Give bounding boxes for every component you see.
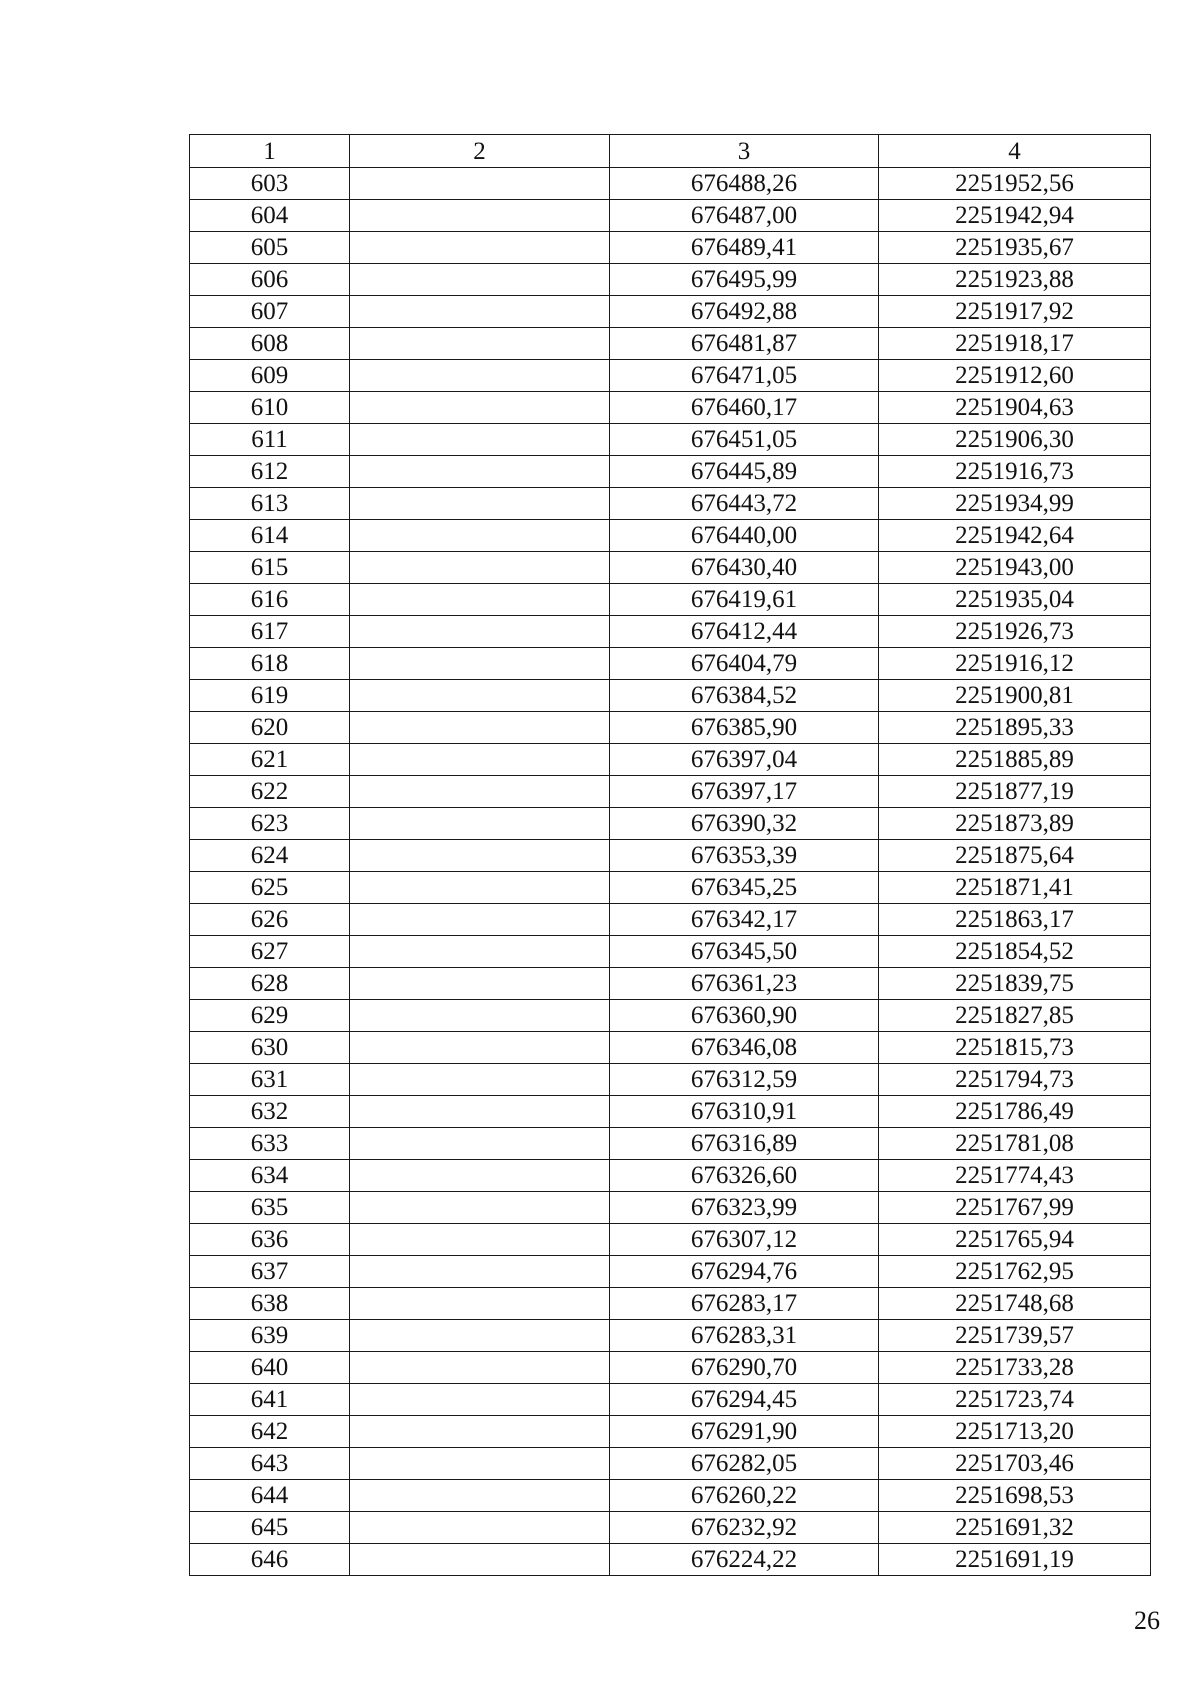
table-row xyxy=(190,168,1151,200)
table-row xyxy=(190,1128,1151,1160)
point-number-cell: 622 xyxy=(190,776,350,808)
table-row xyxy=(190,1224,1151,1256)
empty-cell xyxy=(350,1000,610,1032)
y-coordinate-cell: 2251854,52 xyxy=(879,936,1151,968)
point-number-cell: 625 xyxy=(190,872,350,904)
x-coordinate-cell: 676283,31 xyxy=(610,1320,879,1352)
point-number-cell: 611 xyxy=(190,424,350,456)
empty-cell xyxy=(350,520,610,552)
x-coordinate-cell: 676404,79 xyxy=(610,648,879,680)
header-cell-4: 4 xyxy=(879,135,1151,168)
empty-cell xyxy=(350,552,610,584)
table-row xyxy=(190,1288,1151,1320)
x-coordinate-cell: 676282,05 xyxy=(610,1448,879,1480)
x-coordinate-cell: 676384,52 xyxy=(610,680,879,712)
table-row xyxy=(190,1544,1151,1576)
table-row xyxy=(190,200,1151,232)
point-number-cell: 613 xyxy=(190,488,350,520)
y-coordinate-cell: 2251827,85 xyxy=(879,1000,1151,1032)
point-number-cell: 637 xyxy=(190,1256,350,1288)
x-coordinate-cell: 676316,89 xyxy=(610,1128,879,1160)
empty-cell xyxy=(350,680,610,712)
empty-cell xyxy=(350,872,610,904)
table-row xyxy=(190,1512,1151,1544)
empty-cell xyxy=(350,296,610,328)
table-row xyxy=(190,296,1151,328)
y-coordinate-cell: 2251794,73 xyxy=(879,1064,1151,1096)
empty-cell xyxy=(350,232,610,264)
table-row xyxy=(190,520,1151,552)
x-coordinate-cell: 676353,39 xyxy=(610,840,879,872)
table-row xyxy=(190,808,1151,840)
table-row xyxy=(190,456,1151,488)
y-coordinate-cell: 2251935,67 xyxy=(879,232,1151,264)
point-number-cell: 604 xyxy=(190,200,350,232)
y-coordinate-cell: 2251885,89 xyxy=(879,744,1151,776)
table-row xyxy=(190,648,1151,680)
empty-cell xyxy=(350,1480,610,1512)
y-coordinate-cell: 2251871,41 xyxy=(879,872,1151,904)
point-number-cell: 616 xyxy=(190,584,350,616)
y-coordinate-cell: 2251935,04 xyxy=(879,584,1151,616)
table-row xyxy=(190,1096,1151,1128)
point-number-cell: 623 xyxy=(190,808,350,840)
point-number-cell: 642 xyxy=(190,1416,350,1448)
point-number-cell: 619 xyxy=(190,680,350,712)
x-coordinate-cell: 676294,45 xyxy=(610,1384,879,1416)
empty-cell xyxy=(350,840,610,872)
empty-cell xyxy=(350,1096,610,1128)
empty-cell xyxy=(350,904,610,936)
x-coordinate-cell: 676489,41 xyxy=(610,232,879,264)
y-coordinate-cell: 2251906,30 xyxy=(879,424,1151,456)
point-number-cell: 609 xyxy=(190,360,350,392)
point-number-cell: 632 xyxy=(190,1096,350,1128)
y-coordinate-cell: 2251765,94 xyxy=(879,1224,1151,1256)
x-coordinate-cell: 676291,90 xyxy=(610,1416,879,1448)
y-coordinate-cell: 2251691,19 xyxy=(879,1544,1151,1576)
point-number-cell: 644 xyxy=(190,1480,350,1512)
table-row xyxy=(190,488,1151,520)
point-number-cell: 634 xyxy=(190,1160,350,1192)
y-coordinate-cell: 2251943,00 xyxy=(879,552,1151,584)
empty-cell xyxy=(350,264,610,296)
point-number-cell: 617 xyxy=(190,616,350,648)
table-row xyxy=(190,1000,1151,1032)
x-coordinate-cell: 676445,89 xyxy=(610,456,879,488)
empty-cell xyxy=(350,1320,610,1352)
y-coordinate-cell: 2251917,92 xyxy=(879,296,1151,328)
empty-cell xyxy=(350,808,610,840)
table-row xyxy=(190,552,1151,584)
empty-cell xyxy=(350,1512,610,1544)
table-row xyxy=(190,360,1151,392)
empty-cell xyxy=(350,488,610,520)
header-cell-1: 1 xyxy=(190,135,350,168)
point-number-cell: 606 xyxy=(190,264,350,296)
point-number-cell: 612 xyxy=(190,456,350,488)
table-row xyxy=(190,1064,1151,1096)
y-coordinate-cell: 2251877,19 xyxy=(879,776,1151,808)
table-row xyxy=(190,264,1151,296)
empty-cell xyxy=(350,744,610,776)
point-number-cell: 605 xyxy=(190,232,350,264)
table-row xyxy=(190,776,1151,808)
empty-cell xyxy=(350,168,610,200)
y-coordinate-cell: 2251839,75 xyxy=(879,968,1151,1000)
empty-cell xyxy=(350,1256,610,1288)
y-coordinate-cell: 2251781,08 xyxy=(879,1128,1151,1160)
table-row xyxy=(190,328,1151,360)
empty-cell xyxy=(350,616,610,648)
empty-cell xyxy=(350,648,610,680)
x-coordinate-cell: 676283,17 xyxy=(610,1288,879,1320)
empty-cell xyxy=(350,936,610,968)
x-coordinate-cell: 676460,17 xyxy=(610,392,879,424)
x-coordinate-cell: 676323,99 xyxy=(610,1192,879,1224)
empty-cell xyxy=(350,424,610,456)
point-number-cell: 646 xyxy=(190,1544,350,1576)
y-coordinate-cell: 2251918,17 xyxy=(879,328,1151,360)
point-number-cell: 645 xyxy=(190,1512,350,1544)
x-coordinate-cell: 676481,87 xyxy=(610,328,879,360)
empty-cell xyxy=(350,776,610,808)
empty-cell xyxy=(350,1160,610,1192)
y-coordinate-cell: 2251713,20 xyxy=(879,1416,1151,1448)
point-number-cell: 631 xyxy=(190,1064,350,1096)
x-coordinate-cell: 676294,76 xyxy=(610,1256,879,1288)
table-row xyxy=(190,1160,1151,1192)
page-number: 26 xyxy=(1134,1606,1160,1635)
y-coordinate-cell: 2251703,46 xyxy=(879,1448,1151,1480)
x-coordinate-cell: 676260,22 xyxy=(610,1480,879,1512)
table-row xyxy=(190,1032,1151,1064)
y-coordinate-cell: 2251875,64 xyxy=(879,840,1151,872)
x-coordinate-cell: 676487,00 xyxy=(610,200,879,232)
empty-cell xyxy=(350,1384,610,1416)
x-coordinate-cell: 676224,22 xyxy=(610,1544,879,1576)
table-row xyxy=(190,1480,1151,1512)
point-number-cell: 640 xyxy=(190,1352,350,1384)
x-coordinate-cell: 676419,61 xyxy=(610,584,879,616)
table-row xyxy=(190,232,1151,264)
empty-cell xyxy=(350,584,610,616)
table-row xyxy=(190,1448,1151,1480)
y-coordinate-cell: 2251762,95 xyxy=(879,1256,1151,1288)
table-row xyxy=(190,616,1151,648)
x-coordinate-cell: 676290,70 xyxy=(610,1352,879,1384)
x-coordinate-cell: 676443,72 xyxy=(610,488,879,520)
y-coordinate-cell: 2251952,56 xyxy=(879,168,1151,200)
empty-cell xyxy=(350,1224,610,1256)
table-row xyxy=(190,680,1151,712)
x-coordinate-cell: 676326,60 xyxy=(610,1160,879,1192)
table-row xyxy=(190,936,1151,968)
table-row xyxy=(190,744,1151,776)
point-number-cell: 615 xyxy=(190,552,350,584)
y-coordinate-cell: 2251926,73 xyxy=(879,616,1151,648)
header-cell-3: 3 xyxy=(610,135,879,168)
table-row xyxy=(190,584,1151,616)
table-row xyxy=(190,1192,1151,1224)
x-coordinate-cell: 676397,04 xyxy=(610,744,879,776)
point-number-cell: 621 xyxy=(190,744,350,776)
point-number-cell: 630 xyxy=(190,1032,350,1064)
y-coordinate-cell: 2251923,88 xyxy=(879,264,1151,296)
point-number-cell: 610 xyxy=(190,392,350,424)
point-number-cell: 636 xyxy=(190,1224,350,1256)
x-coordinate-cell: 676307,12 xyxy=(610,1224,879,1256)
point-number-cell: 638 xyxy=(190,1288,350,1320)
point-number-cell: 628 xyxy=(190,968,350,1000)
table-row xyxy=(190,1384,1151,1416)
empty-cell xyxy=(350,360,610,392)
x-coordinate-cell: 676346,08 xyxy=(610,1032,879,1064)
point-number-cell: 608 xyxy=(190,328,350,360)
point-number-cell: 603 xyxy=(190,168,350,200)
y-coordinate-cell: 2251863,17 xyxy=(879,904,1151,936)
empty-cell xyxy=(350,1192,610,1224)
coordinates-table-body xyxy=(190,135,1151,1576)
x-coordinate-cell: 676451,05 xyxy=(610,424,879,456)
table-row xyxy=(190,968,1151,1000)
point-number-cell: 614 xyxy=(190,520,350,552)
empty-cell xyxy=(350,1064,610,1096)
y-coordinate-cell: 2251942,64 xyxy=(879,520,1151,552)
point-number-cell: 627 xyxy=(190,936,350,968)
empty-cell xyxy=(350,1352,610,1384)
empty-cell xyxy=(350,1288,610,1320)
x-coordinate-cell: 676345,50 xyxy=(610,936,879,968)
point-number-cell: 639 xyxy=(190,1320,350,1352)
point-number-cell: 643 xyxy=(190,1448,350,1480)
y-coordinate-cell: 2251774,43 xyxy=(879,1160,1151,1192)
x-coordinate-cell: 676412,44 xyxy=(610,616,879,648)
x-coordinate-cell: 676488,26 xyxy=(610,168,879,200)
table-row xyxy=(190,1320,1151,1352)
x-coordinate-cell: 676232,92 xyxy=(610,1512,879,1544)
point-number-cell: 624 xyxy=(190,840,350,872)
x-coordinate-cell: 676430,40 xyxy=(610,552,879,584)
y-coordinate-cell: 2251767,99 xyxy=(879,1192,1151,1224)
empty-cell xyxy=(350,1416,610,1448)
empty-cell xyxy=(350,392,610,424)
table-header-row xyxy=(190,135,1151,168)
point-number-cell: 620 xyxy=(190,712,350,744)
x-coordinate-cell: 676492,88 xyxy=(610,296,879,328)
y-coordinate-cell: 2251698,53 xyxy=(879,1480,1151,1512)
point-number-cell: 626 xyxy=(190,904,350,936)
x-coordinate-cell: 676440,00 xyxy=(610,520,879,552)
y-coordinate-cell: 2251733,28 xyxy=(879,1352,1151,1384)
x-coordinate-cell: 676495,99 xyxy=(610,264,879,296)
table-row xyxy=(190,424,1151,456)
y-coordinate-cell: 2251916,73 xyxy=(879,456,1151,488)
x-coordinate-cell: 676385,90 xyxy=(610,712,879,744)
y-coordinate-cell: 2251723,74 xyxy=(879,1384,1151,1416)
header-cell-2: 2 xyxy=(350,135,610,168)
y-coordinate-cell: 2251748,68 xyxy=(879,1288,1151,1320)
x-coordinate-cell: 676345,25 xyxy=(610,872,879,904)
table-row xyxy=(190,1352,1151,1384)
table-row xyxy=(190,904,1151,936)
empty-cell xyxy=(350,328,610,360)
empty-cell xyxy=(350,1032,610,1064)
y-coordinate-cell: 2251873,89 xyxy=(879,808,1151,840)
x-coordinate-cell: 676397,17 xyxy=(610,776,879,808)
empty-cell xyxy=(350,200,610,232)
table-row xyxy=(190,872,1151,904)
empty-cell xyxy=(350,1128,610,1160)
y-coordinate-cell: 2251691,32 xyxy=(879,1512,1151,1544)
x-coordinate-cell: 676310,91 xyxy=(610,1096,879,1128)
empty-cell xyxy=(350,968,610,1000)
table-row xyxy=(190,1416,1151,1448)
point-number-cell: 618 xyxy=(190,648,350,680)
empty-cell xyxy=(350,1544,610,1576)
empty-cell xyxy=(350,456,610,488)
table-row xyxy=(190,712,1151,744)
point-number-cell: 629 xyxy=(190,1000,350,1032)
point-number-cell: 607 xyxy=(190,296,350,328)
x-coordinate-cell: 676390,32 xyxy=(610,808,879,840)
coordinates-table xyxy=(189,134,1151,1576)
point-number-cell: 641 xyxy=(190,1384,350,1416)
y-coordinate-cell: 2251786,49 xyxy=(879,1096,1151,1128)
x-coordinate-cell: 676312,59 xyxy=(610,1064,879,1096)
table-row xyxy=(190,840,1151,872)
y-coordinate-cell: 2251815,73 xyxy=(879,1032,1151,1064)
y-coordinate-cell: 2251739,57 xyxy=(879,1320,1151,1352)
empty-cell xyxy=(350,712,610,744)
y-coordinate-cell: 2251912,60 xyxy=(879,360,1151,392)
x-coordinate-cell: 676360,90 xyxy=(610,1000,879,1032)
y-coordinate-cell: 2251895,33 xyxy=(879,712,1151,744)
point-number-cell: 633 xyxy=(190,1128,350,1160)
y-coordinate-cell: 2251934,99 xyxy=(879,488,1151,520)
point-number-cell: 635 xyxy=(190,1192,350,1224)
y-coordinate-cell: 2251904,63 xyxy=(879,392,1151,424)
y-coordinate-cell: 2251916,12 xyxy=(879,648,1151,680)
y-coordinate-cell: 2251942,94 xyxy=(879,200,1151,232)
empty-cell xyxy=(350,1448,610,1480)
x-coordinate-cell: 676342,17 xyxy=(610,904,879,936)
table-row xyxy=(190,1256,1151,1288)
table-row xyxy=(190,392,1151,424)
y-coordinate-cell: 2251900,81 xyxy=(879,680,1151,712)
x-coordinate-cell: 676361,23 xyxy=(610,968,879,1000)
x-coordinate-cell: 676471,05 xyxy=(610,360,879,392)
